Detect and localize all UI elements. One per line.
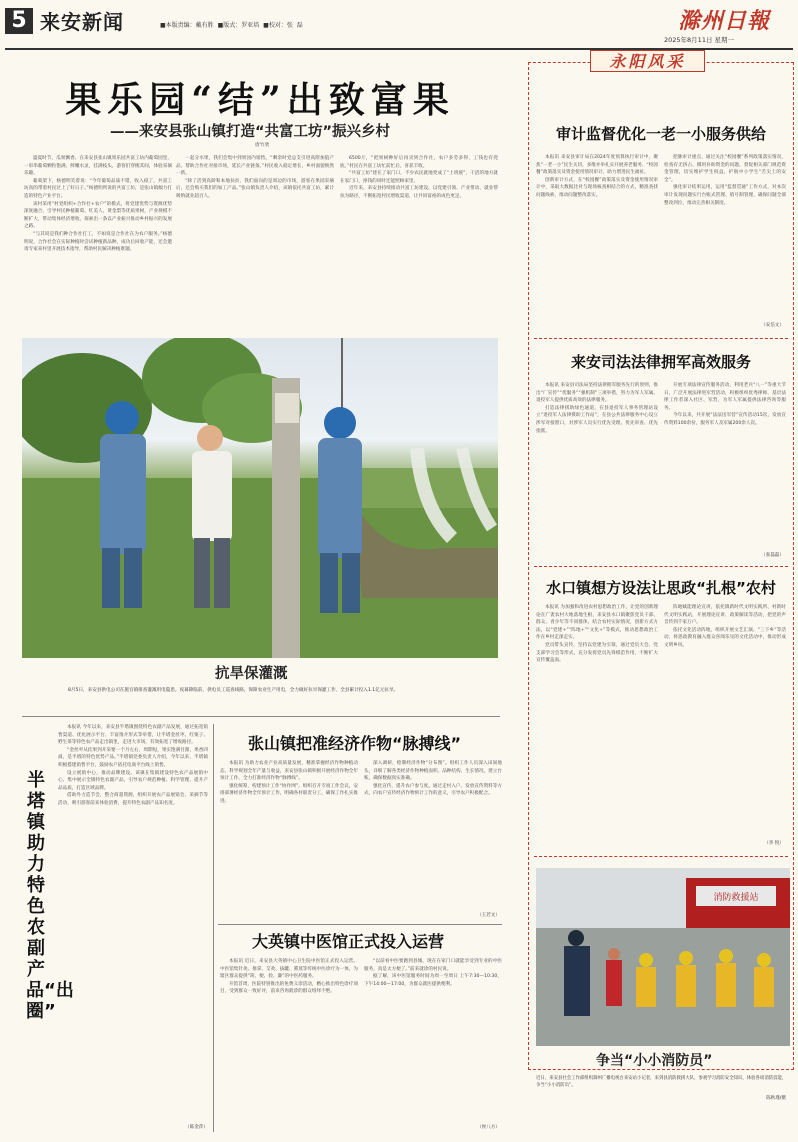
sidebar-divider — [534, 566, 788, 567]
feature-subtitle: ——来安县张山镇打造“共富工坊”振兴乡村 — [110, 124, 391, 140]
irrigation-photo — [22, 338, 498, 658]
zhangshan-paragraph: 本报讯 为助力农业产业高质量发展，精准掌握经济作物种植动态，科学规划全年产量与收益，来安县张山镇积极开展经济作物全年预计工作，全力打准经济作物“脉搏线”。 — [220, 761, 358, 782]
photo2-caption-author: 陈秋瑾/摄 — [766, 1096, 786, 1101]
banta-paragraph: “金丝枣从挂果到开采要一个月左右，周期短，果实饱满甘甜，果香四溢，是半塔的特色优势产品。”半塔镇党委负责人介绍，今年以来，半塔镇积极搭建销售平台，鼓励农户依托电商平台线上销售。 — [58, 747, 208, 768]
editor-meta: ■本版责编：戴有胜 ■版式：罗亚培 ■校对：张 磊 — [160, 22, 303, 29]
daying-paragraph: 开馆首周，医院特别推出的免费义诊活动，精心推出特色诊疗项目，受到群众一致好评，前来咨询就诊的群众络绎不绝。 — [220, 981, 358, 995]
audit-paragraph: 创新审计方式，在“校园餐”政策落实及资金使用情况审计中，采取大数据比对与现场核查相结合的方式，精准查找问题线索，推动问题整改落实。 — [536, 177, 658, 198]
fire-station-illustration — [536, 868, 790, 1046]
shuikou-story-title: 水口镇想方设法让思政“扎根”农村 — [546, 579, 776, 597]
column-rule — [213, 724, 214, 1132]
photo1-caption-title: 抗旱保灌溉 — [215, 666, 288, 682]
section-name: 来安新闻 — [40, 10, 124, 34]
newspaper-brand: 滁州日報 — [678, 8, 771, 34]
feature-paragraph: 葡萄架下，杨德明笑着说：“今年葡萄品质不错，收入稳了，共富工坊真的带着村民过上了好日子。”杨德明所说的共富工坊，是张山镇倾力打造的特色产业平台。 — [24, 178, 172, 199]
audit-story-title: 审计监督优化一老一小服务供给 — [555, 125, 766, 143]
photo2-caption-text: 近日，来安县社会工作部组织滁州广播电视台来安站小记者，来到县消防救援大队，参观学习消防安全知识，体验各项消防技能，争当“小小消防员”。 — [536, 1076, 787, 1088]
section-rule — [218, 924, 502, 925]
shuikou-paragraph: 本报讯 为加强和改进农村思想政治工作，让党的创新理论在广袤农村大地落地生根，来安县水口镇聚焦党员干部、群众、青少年等不同群体，结合农村实际情况，创新方式方法，以“党建+”“阵地+”“文化+”等模式，推动思想政治工作在乡村走深走实。 — [536, 605, 658, 641]
page-number: 5 — [5, 8, 33, 34]
shuikou-paragraph: 党员带头宣传，坚持以党建为引领，通过党员大会、党支部学习会等形式，充分发挥党员先锋模范作用，不断扩大宣传覆盖面。 — [536, 642, 658, 664]
audit-paragraph: 本报讯 来安县审计局在2024年度预算执行审计中，聚焦“一老一小”民生关切，多维并举扎实开展养老服务、“校园餐”政策落实及资金使用情况审计，助力增进民生福祉。 — [536, 155, 658, 176]
zhangshan-paragraph: 强化宣传，提升农户参与度。通过走村入户、发放宣传资料等方式，向农户宣传经济作物预计工作的意义，引导农户积极配合。 — [364, 783, 502, 797]
daying-story-col2 — [364, 958, 502, 1124]
audit-story-col1 — [536, 154, 658, 334]
issue-date: 2025年8月11日 星期一 — [664, 36, 735, 44]
banta-byline: （陈金萍） — [185, 1125, 208, 1130]
feature-paragraph: 近年来，来安县持续推动共富工坊建设，以党建引领、产业带动、就业帮扶为路径，不断拓宽村民增收渠道，让共同富裕的成色更足。 — [340, 186, 498, 199]
shuikou-story-col1 — [536, 604, 658, 848]
banta-paragraph: 借助外力造节会，整合商超资源，组织开展农产品展销会、采摘节等活动，吸引游客前来体验消费，提升特色农副产品知名度。 — [58, 793, 208, 806]
judicial-paragraph: 开展专项法律宣传服务活动，利用老兵“八一”等重大节日，广泛开展法律进军营活动，积极组织优秀律师、基层法律工作者深入社区、军营，为军人军属提供法律咨询等服务。 — [664, 383, 786, 411]
shuikou-byline: （李 悦） — [764, 841, 784, 846]
irrigation-photo-illustration — [22, 338, 498, 658]
zhangshan-story-col1 — [220, 760, 358, 910]
zhangshan-paragraph: 深入调研，绘制经济作物“分布图”。组织工作人员深入田间地头，详细了解各类经济作物种植面积、品种结构、生长情况，建立台账，确保数据真实准确。 — [364, 761, 502, 782]
feature-column-3 — [340, 155, 498, 333]
zhangshan-story-title: 张山镇把准经济作物“脉搏线” — [248, 734, 462, 753]
banta-story-body — [58, 724, 208, 1120]
feature-paragraph: 6500斤，“把果树种好后再卖到合作社，农户多劳多得，工钱也有兜底。”村民在共富工坊忙前忙后，喜获丰收。 — [340, 156, 498, 169]
judicial-paragraph: 打造法律援助绿色通道，在县退役军人事务管理站设立“退役军人法律援助工作站”，在县公共法律服务中心设立涉军对接窗口，对涉军人员实行优先受理、优先审查、优先指派。 — [536, 405, 658, 434]
feature-paragraph: “与其说是我们种合作社打工，不如说是合作社在为农户服务。”杨德明说，合作社会在实际种植时尝试种植新品种，成功后回收产能，还会邀请专家来村里开展技术指导，帮助村民解决种植难题。 — [24, 231, 172, 253]
sidebar-divider — [534, 338, 788, 339]
feature-author: 唐竹欣 — [255, 143, 270, 148]
judicial-paragraph: 今年以来，共开展“法法送军营”宣传活动15次，发放宣传资料100余份，服务军人及军属200余人次。 — [664, 413, 786, 426]
shuikou-paragraph: 依托文化活动阵地，组织开展文艺汇演、“三下乡”等活动，将思政教育融入群众喜闻乐见的文化活动中，推动形成文明乡风。 — [664, 627, 786, 648]
judicial-paragraph: 本报讯 来安县司法局坚持法律拥军服务先行的原则，推出“厂宣传”“优服务”“强机制”三项举措，努力为军人军属、退役军人提供优质高效的法律服务。 — [536, 383, 658, 404]
photo2-caption-title: 争当“小小消防员” — [596, 1053, 713, 1069]
feature-paragraph: 该村采用“村党组织+合作社+农户”的模式，将党建优势与资源优势深度融合，引导村民种植葡萄、红美人、黄金梨等优质果树，产业规模不断扩大，带动集体经济增收，探索出一条以产业振兴推动乡村振兴的发展之路。 — [24, 201, 172, 230]
banta-paragraph: 设立展销中心，推动品牌建设。该镇在集镇建设特色农产品展销中心，集中展示全镇特色农副产品，引导农户规范种植、科学管理，提升产品品质，打造区域品牌。 — [58, 770, 208, 791]
audit-byline: （安信文） — [761, 323, 784, 328]
shuikou-paragraph: 阵地赋能理论宣讲，依托镇新时代文明实践所、村新时代文明实践站，开展理论宣讲、政策解读等活动，把党的声音传到千家万户。 — [664, 605, 786, 626]
feature-column-2 — [176, 155, 334, 333]
feature-title: 果乐园“结”出致富果 — [65, 79, 455, 121]
fire-station-sign: 消防救援站 — [713, 893, 759, 903]
judicial-byline: （张磊磊） — [761, 553, 784, 558]
fire-station-photo — [536, 868, 790, 1046]
daying-story-col1 — [220, 958, 358, 1124]
zhangshan-byline: （王若文） — [477, 913, 500, 918]
banta-story-title: 半塔镇助力特色农副产品“出圈” — [26, 770, 74, 1022]
judicial-story-col1 — [536, 382, 658, 562]
sidebar-divider — [534, 856, 788, 857]
feature-column-1 — [24, 155, 172, 333]
daying-byline: （侯八方） — [477, 1125, 500, 1130]
audit-paragraph: 强化审计结果运用，运用“监督贯通”工作方式，对本次审计发现问题实行台账式管理、销号制管理，确保问题全部整改到位，推动完善相关制度。 — [664, 185, 786, 206]
daying-story-title: 大英镇中医馆正式投入运营 — [252, 932, 445, 951]
judicial-story-col2 — [664, 382, 786, 550]
daying-paragraph: 本报讯 近日，来安县大英镇中心卫生院中医馆正式投入运营。中医馆集针灸、推拿、艾灸、拔罐、熏蒸等传统中医诊疗为一体，为辖区群众提供“简、便、验、廉”的中医药服务。 — [220, 959, 358, 980]
daying-paragraph: 据了解，该中医馆服务时间为周一至周日 上午7:30—10:30，下午14:00—17:00，为群众就医提供便利。 — [364, 974, 502, 987]
audit-story-col2 — [664, 154, 786, 324]
zhangshan-story-col2 — [364, 760, 502, 910]
shuikou-story-col2 — [664, 604, 786, 838]
feature-paragraph: 盛夏时节，瓜果飘香。在来安县张山镇果乐园共富工坊内葡萄园里，一串串葡萄颗粒饱满、鲜嫩水灵，挂满枝头，游客们穿梭其间，体验采摘乐趣。 — [24, 156, 172, 177]
audit-paragraph: 把脉审计重点，通过关注“校园餐”系列政策落实情况，检查有无挤占、挪用补助资金的问题，督促相关部门规范资金管理，切实维护学生权益，护航中小学生“舌尖上的安全”。 — [664, 155, 786, 183]
zhangshan-paragraph: 强化统筹，构建预计工作“协作网”。组织召开专项工作会议，安排部署经济作物全年预计工作，明确各村职责分工，确保工作扎实推进。 — [220, 783, 358, 804]
feature-paragraph: “除了活到高龄和本地扶贫，我们面向的是周边的市场，游客在果园采摘后，还会购买我们的加工产品。”张山镇负责人介绍，该镇依托共富工坊，累计吸纳就业超百人。 — [176, 178, 334, 199]
sidebar-tab-label: 永阳风采 — [609, 52, 686, 71]
photo1-caption-text: 8月5日，来安县供电公司在施官镇排查灌溉用电隐患。夜幕降临前，供电员工巡查线路，保障农业生产用电，全力做好抗旱保灌工作，全县累计投入1.1亿元抗旱。 — [68, 688, 399, 693]
feature-paragraph: 一起分水果，我们会集中到果园内销售。“剩余时党总支引进高附加值产品，帮助合作社对接市场，延长产业链条。”村民收入稳定增长，乡村面貌焕然一新。 — [176, 156, 334, 177]
feature-paragraph: “共富工坊”建在了家门口，不少农民就地变成了“上班族”，干活的地方就在家门口，挣钱的同时还能照顾家里。 — [340, 171, 498, 184]
section-rule — [22, 716, 500, 717]
banta-paragraph: 本报讯 今年以来，来安县半塔镇围绕特色农副产品发展，通过拓宽销售渠道、优化展示平台、丰富推介形式等举措，让半塔金丝枣、红栗子、野生茶等特色农产品走出镇里，走进大市场，有效拓宽了增收路径。 — [58, 725, 208, 746]
judicial-story-title: 来安司法法律拥军高效服务 — [570, 353, 751, 371]
daying-paragraph: “以前看中医要跑到县城，现在在家门口就能享受到专业的中医服务，真是太方便了。”前来就诊的村民说。 — [364, 959, 502, 972]
